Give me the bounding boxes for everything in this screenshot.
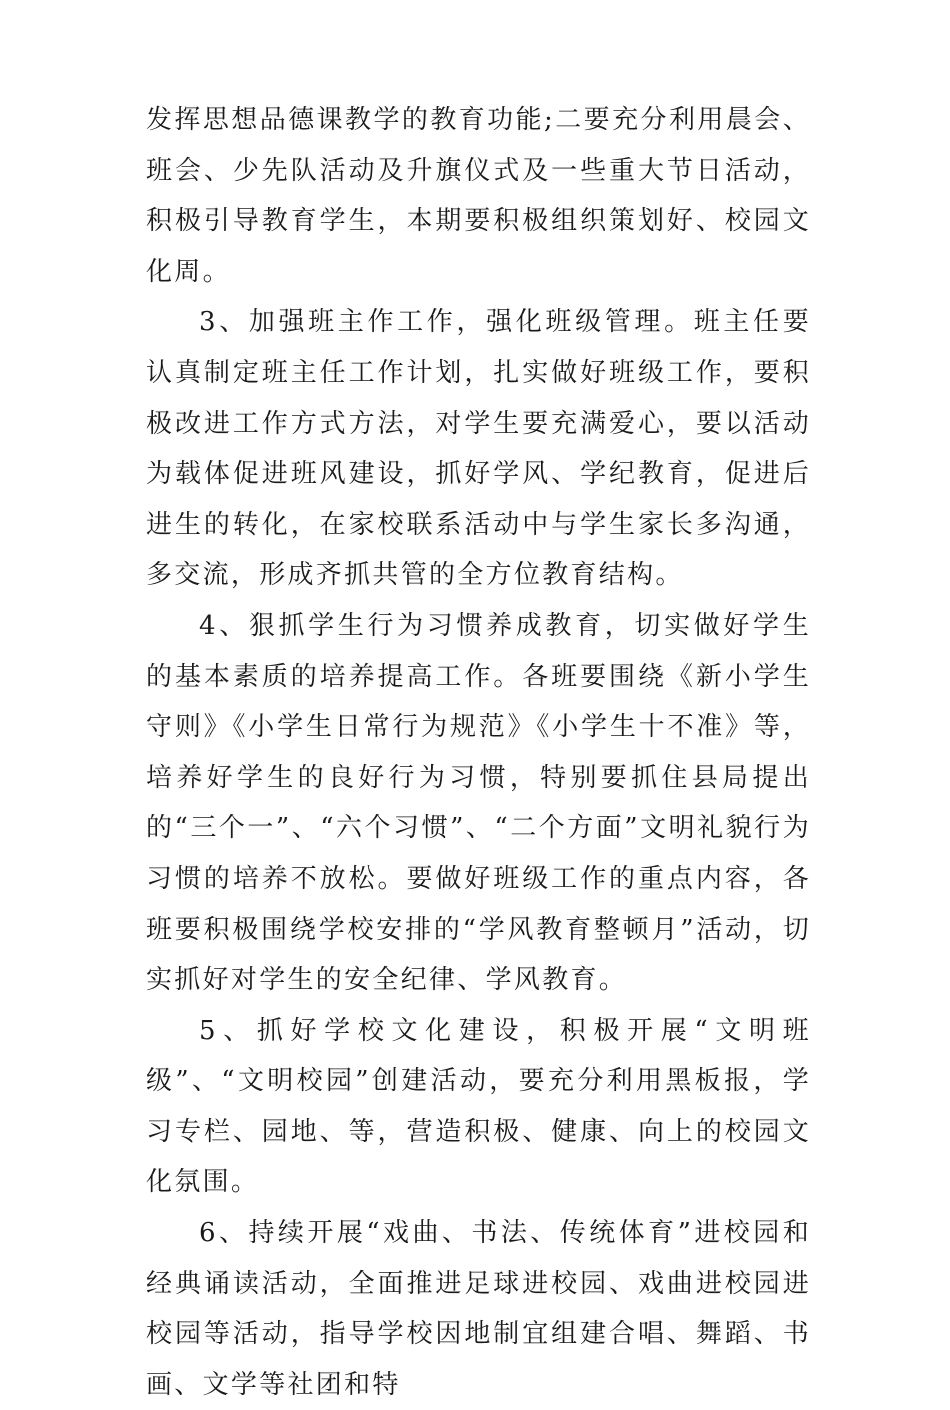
paragraph-item-6: 6、持续开展“戏曲、书法、传统体育”进校园和经典诵读活动，全面推进足球进校园、戏曲进校园进校园等活动，指导学校因地制宜组建合唱、舞蹈、书画、文学等社团和特 xyxy=(146,1218,811,1400)
paragraph-item-3: 3、加强班主作工作，强化班级管理。班主任要认真制定班主任工作计划，扎实做好班级工作，要积极改进工作方式方法，对学生要充满爱心，要以活动为载体促进班风建设，抓好学风、学纪教育，促进后进生的转化，在家校联系活动中与学生家长多沟通，多交流，形成齐抓共管的全方位教育结构。 xyxy=(146,307,811,591)
document-body xyxy=(146,95,811,1410)
paragraph-continuation: 发挥思想品德课教学的教育功能;二要充分利用晨会、班会、少先队活动及升旗仪式及一些重大节日活动，积极引导教育学生，本期要积极组织策划好、校园文化周。 xyxy=(146,105,811,287)
paragraph-item-4: 4、狠抓学生行为习惯养成教育，切实做好学生的基本素质的培养提高工作。各班要围绕《新小学生守则》《小学生日常行为规范》《小学生十不准》等，培养好学生的良好行为习惯，特别要抓住县局提出的“三个一”、“六个习惯”、“二个方面”文明礼貌行为习惯的培养不放松。要做好班级工作的重点内容，各班要积极围绕学校安排的“学风教育整顿月”活动，切实抓好对学生的安全纪律、学风教育。 xyxy=(146,610,811,996)
paragraph-item-5: 5、抓好学校文化建设，积极开展“文明班级”、“文明校园”创建活动，要充分利用黑板报，学习专栏、园地、等，营造积极、健康、向上的校园文化氛围。 xyxy=(146,1015,811,1198)
